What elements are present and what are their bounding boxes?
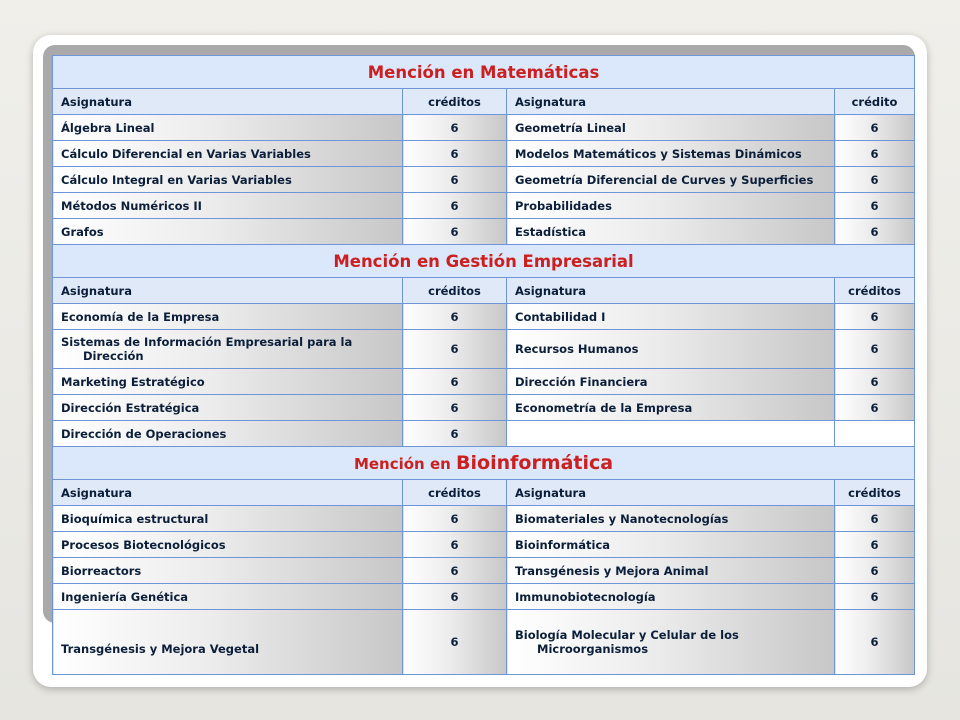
section-title-row (53, 56, 915, 89)
subject-cell: Bioquímica estructural (53, 506, 403, 532)
subject-cell: Álgebra Lineal (53, 115, 403, 141)
credits-cell: 6 (403, 193, 507, 219)
col-header-creditos: créditos (835, 278, 915, 304)
section-title: Mención en Gestión Empresarial (53, 245, 915, 278)
credits-cell: 6 (835, 395, 915, 421)
credits-cell: 6 (403, 610, 507, 675)
credits-cell: 6 (835, 304, 915, 330)
credits-cell: 6 (835, 141, 915, 167)
section-title-row (53, 245, 915, 278)
credits-cell: 6 (403, 532, 507, 558)
credits-cell: 6 (835, 193, 915, 219)
empty-cell (507, 421, 835, 447)
subject-cell: Métodos Numéricos II (53, 193, 403, 219)
credits-cell: 6 (403, 421, 507, 447)
credits-cell: 6 (403, 141, 507, 167)
subject-cell: Econometría de la Empresa (507, 395, 835, 421)
subject-cell: Dirección Financiera (507, 369, 835, 395)
credits-cell: 6 (835, 558, 915, 584)
credits-cell: 6 (835, 532, 915, 558)
table-row (53, 330, 915, 369)
subject-cell: Recursos Humanos (507, 330, 835, 369)
section-title-prefix: Mención en (353, 455, 457, 473)
credits-cell: 6 (403, 584, 507, 610)
col-header-asignatura: Asignatura (507, 278, 835, 304)
subject-cell: Transgénesis y Mejora Vegetal (53, 610, 403, 675)
subject-cell (507, 610, 835, 675)
table-row (53, 395, 915, 421)
table-row (53, 141, 915, 167)
col-header-creditos: créditos (835, 480, 915, 506)
credits-cell: 6 (835, 219, 915, 245)
subject-cell: Grafos (53, 219, 403, 245)
subject-cell: Transgénesis y Mejora Animal (507, 558, 835, 584)
subject-cell: Economía de la Empresa (53, 304, 403, 330)
table-row (53, 219, 915, 245)
table-row (53, 421, 915, 447)
section-title: Mención en Matemáticas (53, 56, 915, 89)
credits-cell: 6 (403, 369, 507, 395)
table-row (53, 558, 915, 584)
table-row (53, 532, 915, 558)
section-title-row (53, 447, 915, 480)
subject-cell: Geometría Diferencial de Curves y Superficies (507, 167, 835, 193)
table-row (53, 304, 915, 330)
subject-cell (53, 330, 403, 369)
subject-cell: Procesos Biotecnológicos (53, 532, 403, 558)
subject-cell: Estadística (507, 219, 835, 245)
col-header-asignatura: Asignatura (507, 89, 835, 115)
subject-cell: Biomateriales y Nanotecnologías (507, 506, 835, 532)
credits-cell: 6 (403, 395, 507, 421)
credits-cell: 6 (835, 167, 915, 193)
credits-cell: 6 (403, 506, 507, 532)
col-header-creditos: créditos (403, 89, 507, 115)
credits-cell: 6 (835, 330, 915, 369)
table-row (53, 193, 915, 219)
subject-cell: Modelos Matemáticos y Sistemas Dinámicos (507, 141, 835, 167)
table-row (53, 115, 915, 141)
subject-cell: Bioinformática (507, 532, 835, 558)
table-row (53, 369, 915, 395)
header-row (53, 278, 915, 304)
col-header-asignatura: Asignatura (53, 89, 403, 115)
subject-cell: Dirección de Operaciones (53, 421, 403, 447)
empty-cell (835, 421, 915, 447)
table-row (53, 610, 915, 675)
credits-cell: 6 (403, 304, 507, 330)
subject-cell: Immunobiotecnología (507, 584, 835, 610)
credits-cell: 6 (835, 584, 915, 610)
credits-cell: 6 (403, 167, 507, 193)
table-row (53, 584, 915, 610)
subject-text: Sistemas de Información Empresarial para la Dirección (61, 335, 353, 363)
credits-cell: 6 (835, 506, 915, 532)
credits-cell: 6 (403, 558, 507, 584)
table-row (53, 506, 915, 532)
menciones-table (52, 55, 915, 675)
section-title (53, 447, 915, 480)
col-header-creditos: créditos (403, 480, 507, 506)
subject-cell: Cálculo Integral en Varias Variables (53, 167, 403, 193)
header-row (53, 480, 915, 506)
col-header-creditos: créditos (403, 278, 507, 304)
credits-cell: 6 (835, 369, 915, 395)
credits-cell: 6 (403, 115, 507, 141)
col-header-asignatura: Asignatura (507, 480, 835, 506)
table-row (53, 167, 915, 193)
credits-cell: 6 (403, 330, 507, 369)
subject-cell: Geometría Lineal (507, 115, 835, 141)
credits-cell: 6 (835, 610, 915, 675)
section-title-main: Bioinformática (456, 452, 614, 474)
header-row (53, 89, 915, 115)
subject-cell: Ingeniería Genética (53, 584, 403, 610)
subject-cell: Dirección Estratégica (53, 395, 403, 421)
subject-text: Biología Molecular y Celular de los Microorganismos (515, 628, 739, 656)
subject-cell: Biorreactors (53, 558, 403, 584)
subject-cell: Probabilidades (507, 193, 835, 219)
credits-cell: 6 (835, 115, 915, 141)
col-header-creditos: crédito (835, 89, 915, 115)
col-header-asignatura: Asignatura (53, 480, 403, 506)
col-header-asignatura: Asignatura (53, 278, 403, 304)
subject-cell: Cálculo Diferencial en Varias Variables (53, 141, 403, 167)
subject-cell: Contabilidad I (507, 304, 835, 330)
subject-cell: Marketing Estratégico (53, 369, 403, 395)
credits-cell: 6 (403, 219, 507, 245)
